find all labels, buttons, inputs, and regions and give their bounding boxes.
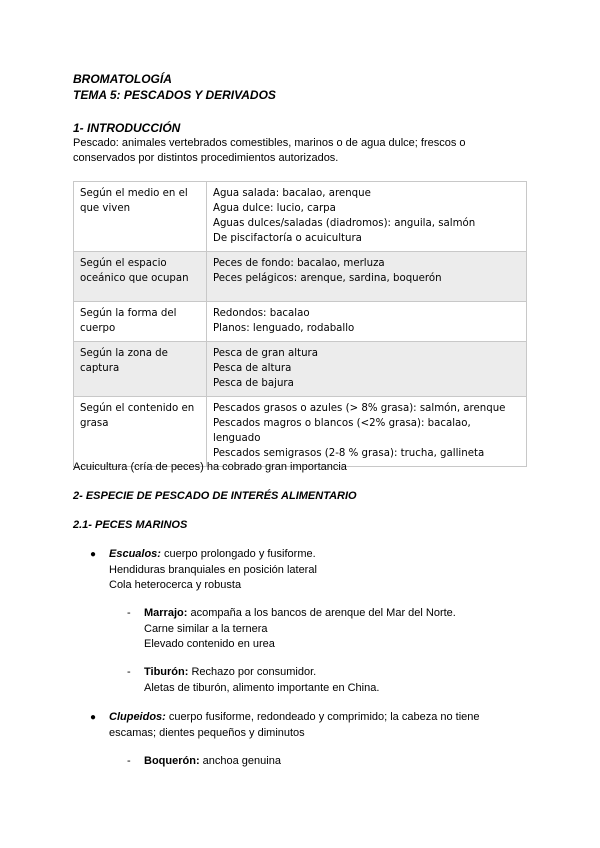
criterion-cell: Según el espacio oceánico que ocupan	[74, 252, 207, 302]
aquaculture-note: Acuicultura (cría de peces) ha cobrado gran importancia	[73, 461, 347, 473]
term-clupeidos: Clupeidos:	[109, 711, 166, 723]
criterion-cell: Según el medio en el que viven	[74, 182, 207, 252]
term-marrajo: Marrajo:	[144, 607, 188, 619]
examples-cell: Redondos: bacalao Planos: lenguado, rodaballo	[207, 302, 527, 342]
list-item-clupeidos: Clupeidos: cuerpo fusiforme, redondeado y comprimido; la cabeza no tiene escamas; dientes pequeños y diminutos	[109, 711, 480, 739]
list-item-boqueron: Boquerón: anchoa genuina	[144, 755, 281, 767]
list-item-marrajo: Marrajo: acompaña a los bancos de arenque del Mar del Norte. Carne similar a la ternera Elevado contenido en urea	[144, 607, 456, 650]
subsection-2-1-title: 2.1- PECES MARINOS	[73, 519, 188, 531]
table-row	[74, 182, 527, 252]
term-tiburon: Tiburón:	[144, 666, 189, 678]
list-item-tiburon: Tiburón: Rechazo por consumidor. Aletas de tiburón, alimento importante en China.	[144, 666, 380, 694]
examples-cell: Pescados grasos o azules (> 8% grasa): salmón, arenque Pescados magros o blancos (<2% grasa): bacalao, lenguado Pescados semigrasos (2-8 % grasa): trucha, gallineta	[207, 397, 527, 467]
definition-line-2: conservados por distintos procedimientos autorizados.	[73, 152, 339, 164]
section-1-title: 1- INTRODUCCIÓN	[73, 121, 181, 135]
dash-icon: -	[127, 666, 131, 678]
table-row	[74, 252, 527, 302]
list-item-escualos: Escualos: cuerpo prolongado y fusiforme. Hendiduras branquiales en posición lateral Cola heterocerca y robusta	[109, 548, 317, 591]
criterion-cell: Según la zona de captura	[74, 342, 207, 397]
document-subject: BROMATOLOGÍA	[73, 72, 172, 86]
dash-icon: -	[127, 755, 131, 767]
term-escualos: Escualos:	[109, 548, 161, 560]
examples-cell: Peces de fondo: bacalao, merluza Peces pelágicos: arenque, sardina, boquerón	[207, 252, 527, 302]
bullet-dot-icon: ●	[90, 712, 97, 723]
bullet-dot-icon: ●	[90, 549, 97, 560]
table-row	[74, 302, 527, 342]
document-topic: TEMA 5: PESCADOS Y DERIVADOS	[73, 88, 276, 102]
classification-table	[73, 181, 527, 467]
term-boqueron: Boquerón:	[144, 755, 200, 767]
section-2-title: 2- ESPECIE DE PESCADO DE INTERÉS ALIMENTARIO	[73, 490, 357, 502]
examples-cell: Pesca de gran altura Pesca de altura Pesca de bajura	[207, 342, 527, 397]
definition-line-1: Pescado: animales vertebrados comestibles, marinos o de agua dulce; frescos o	[73, 137, 466, 149]
criterion-cell: Según el contenido en grasa	[74, 397, 207, 467]
table-row	[74, 397, 527, 467]
dash-icon: -	[127, 607, 131, 619]
criterion-cell: Según la forma del cuerpo	[74, 302, 207, 342]
examples-cell: Agua salada: bacalao, arenque Agua dulce: lucio, carpa Aguas dulces/saladas (diadromos): anguila, salmón De piscifactoría o acuicultura	[207, 182, 527, 252]
table-row	[74, 342, 527, 397]
